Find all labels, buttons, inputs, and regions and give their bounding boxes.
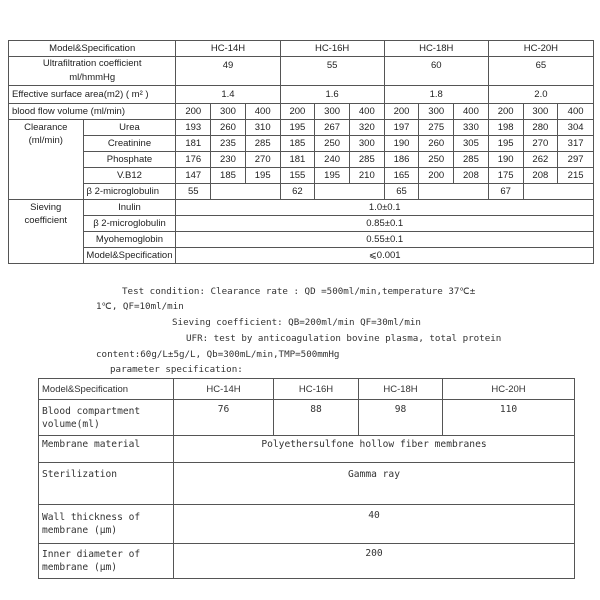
ultrafiltration-row [9, 57, 594, 86]
membrane-row [39, 436, 575, 463]
surface-area-row [9, 86, 594, 104]
table-cell: 200 [419, 168, 454, 184]
table-cell: 98 [359, 400, 443, 436]
table-cell: 285 [349, 152, 384, 168]
model-hc-14h: HC-14H [174, 379, 274, 400]
header-row [39, 379, 575, 400]
sieving-myohemoglobin-row [9, 232, 594, 248]
table-cell [419, 184, 488, 200]
inner-diameter-row [39, 544, 575, 579]
table-cell: 275 [419, 120, 454, 136]
table-cell: 305 [454, 136, 489, 152]
table-cell: 65 [384, 184, 419, 200]
ultrafiltration-label [9, 57, 176, 86]
note-line: UFR: test by anticoagulation bovine plasma, total protein [186, 333, 502, 344]
table-cell: 285 [454, 152, 489, 168]
table-cell: 200 [488, 104, 523, 120]
table-cell: 250 [419, 152, 454, 168]
table-cell: 270 [523, 136, 558, 152]
table-cell: 208 [523, 168, 558, 184]
table-cell: 76 [174, 400, 274, 436]
table-cell: 195 [280, 120, 315, 136]
wall-thickness-row [39, 505, 575, 544]
table-cell: 200 [384, 104, 419, 120]
model-hc-20h: HC-20H [443, 379, 575, 400]
header-label: Model&Specification [9, 41, 176, 57]
table-cell: 400 [454, 104, 489, 120]
model-hc-14h: HC-14H [176, 41, 280, 57]
row-label: Membrane material [39, 436, 174, 463]
table-cell: 270 [245, 152, 280, 168]
table-cell: 285 [245, 136, 280, 152]
table-cell: 155 [280, 168, 315, 184]
sieving-b2m-row [9, 216, 594, 232]
table-cell: 67 [488, 184, 523, 200]
blood-flow-row [9, 104, 594, 120]
table-cell: 200 [174, 544, 575, 579]
table-cell: 0.55±0.1 [176, 232, 594, 248]
table-cell: 88 [274, 400, 359, 436]
ultrafiltration-label-line1: Ultrafiltration coefficient [42, 58, 142, 69]
clearance-vb12-row [9, 168, 594, 184]
model-hc-20h: HC-20H [488, 41, 593, 57]
table-cell: 260 [211, 120, 246, 136]
table-cell: 190 [384, 136, 419, 152]
row-label: Blood compartment volume(ml) [39, 400, 174, 436]
table-cell [315, 184, 384, 200]
table-cell: 193 [176, 120, 211, 136]
ultrafiltration-label-line2: ml/hmmHg [69, 72, 116, 83]
table-cell: 2.0 [488, 86, 593, 104]
row-label: Phosphate [83, 152, 176, 168]
table-cell: 185 [280, 136, 315, 152]
row-label: Myohemoglobin [83, 232, 176, 248]
table-cell [523, 184, 594, 200]
note-line: Test condition: Clearance rate : QD =500ml/min,temperature 37℃± [122, 286, 476, 297]
row-label: Sterilization [39, 463, 174, 505]
table-cell: 176 [176, 152, 211, 168]
table-cell: 240 [315, 152, 350, 168]
table-cell: 200 [176, 104, 211, 120]
clearance-label-line2: (ml/min) [28, 135, 63, 146]
table-cell: 1.6 [280, 86, 384, 104]
table-cell: 320 [349, 120, 384, 136]
table-cell: 195 [488, 136, 523, 152]
model-hc-18h: HC-18H [359, 379, 443, 400]
table-cell: 200 [280, 104, 315, 120]
sieving-inulin-row [9, 200, 594, 216]
table-cell: 215 [558, 168, 594, 184]
table-cell: 147 [176, 168, 211, 184]
sterilization-row [39, 463, 575, 505]
note-line: content:60g/L±5g/L, Qb=300mL/min,TMP=500mmHg [96, 349, 340, 360]
table-cell: 181 [176, 136, 211, 152]
row-label: Inulin [83, 200, 176, 216]
table-cell: 1.8 [384, 86, 488, 104]
clearance-group-label [9, 120, 84, 200]
table-cell: Polyethersulfone hollow fiber membranes [174, 436, 575, 463]
table-cell: 267 [315, 120, 350, 136]
clearance-urea-row [9, 120, 594, 136]
table-cell: 55 [280, 57, 384, 86]
sieving-label-line1: Sieving [30, 202, 62, 213]
model-hc-18h: HC-18H [384, 41, 488, 57]
row-label: V.B12 [83, 168, 176, 184]
model-hc-16h: HC-16H [280, 41, 384, 57]
row-label: Urea [83, 120, 176, 136]
table-cell: 198 [488, 120, 523, 136]
table-cell: 181 [280, 152, 315, 168]
table-cell: 1.4 [176, 86, 280, 104]
table-cell: 185 [211, 168, 246, 184]
table-cell: 190 [488, 152, 523, 168]
table-cell: 262 [523, 152, 558, 168]
table-cell: 400 [558, 104, 594, 120]
table-cell: 55 [176, 184, 211, 200]
table-cell: 304 [558, 120, 594, 136]
table-cell: 230 [211, 152, 246, 168]
surface-area-label: Effective surface area(m2) ( m² ) [9, 86, 176, 104]
table-cell: 62 [280, 184, 315, 200]
table-cell [211, 184, 280, 200]
table-cell: 49 [176, 57, 280, 86]
table-cell: 310 [245, 120, 280, 136]
table-cell: 110 [443, 400, 575, 436]
table-cell: 165 [384, 168, 419, 184]
table-cell: 317 [558, 136, 594, 152]
table-cell: 195 [245, 168, 280, 184]
table-cell: 400 [349, 104, 384, 120]
row-label: Wall thickness of membrane (μm) [39, 505, 174, 544]
clearance-label-line1: Clearance [24, 122, 68, 133]
table-cell: 210 [349, 168, 384, 184]
table-cell: 300 [211, 104, 246, 120]
table-cell: 300 [419, 104, 454, 120]
clearance-b2m-row [9, 184, 594, 200]
blood-flow-label: blood flow volume (ml/min) [9, 104, 176, 120]
blood-volume-row [39, 400, 575, 436]
row-label: Model&Specification [83, 248, 176, 264]
clearance-creatinine-row [9, 136, 594, 152]
sieving-model-row [9, 248, 594, 264]
clearance-phosphate-row [9, 152, 594, 168]
row-label: β 2-microglobulin [83, 216, 176, 232]
header-label: Model&Specification [39, 379, 174, 400]
header-row [9, 41, 594, 57]
table-cell: 1.0±0.1 [176, 200, 594, 216]
table-cell: 175 [488, 168, 523, 184]
row-label: Inner diameter of membrane (μm) [39, 544, 174, 579]
table-cell: 297 [558, 152, 594, 168]
sieving-label-line2: coefficient [24, 215, 68, 226]
table-cell: 0.85±0.1 [176, 216, 594, 232]
table-cell: 235 [211, 136, 246, 152]
table-cell: 208 [454, 168, 489, 184]
table-cell: 40 [174, 505, 575, 544]
note-line: parameter specification: [110, 364, 243, 375]
row-label: β 2-microglobulin [83, 184, 176, 200]
table-cell: 65 [488, 57, 593, 86]
table-cell: 195 [315, 168, 350, 184]
dialyzer-performance-table [8, 40, 594, 264]
table-cell: 300 [523, 104, 558, 120]
table-cell: 186 [384, 152, 419, 168]
table-cell: 280 [523, 120, 558, 136]
row-label: Creatinine [83, 136, 176, 152]
table-cell: ⩽0.001 [176, 248, 594, 264]
table-cell: 330 [454, 120, 489, 136]
table-cell: 400 [245, 104, 280, 120]
note-line: 1℃, QF=10ml/min [96, 301, 184, 312]
table-cell: 300 [315, 104, 350, 120]
table-cell: 260 [419, 136, 454, 152]
parameter-specification-table [38, 378, 575, 579]
table-cell: 60 [384, 57, 488, 86]
model-hc-16h: HC-16H [274, 379, 359, 400]
table-cell: Gamma ray [174, 463, 575, 505]
table-cell: 250 [315, 136, 350, 152]
note-line: Sieving coefficient: QB=200ml/min QF=30ml/min [172, 317, 421, 328]
table-cell: 197 [384, 120, 419, 136]
table-cell: 300 [349, 136, 384, 152]
sieving-group-label [9, 200, 84, 264]
